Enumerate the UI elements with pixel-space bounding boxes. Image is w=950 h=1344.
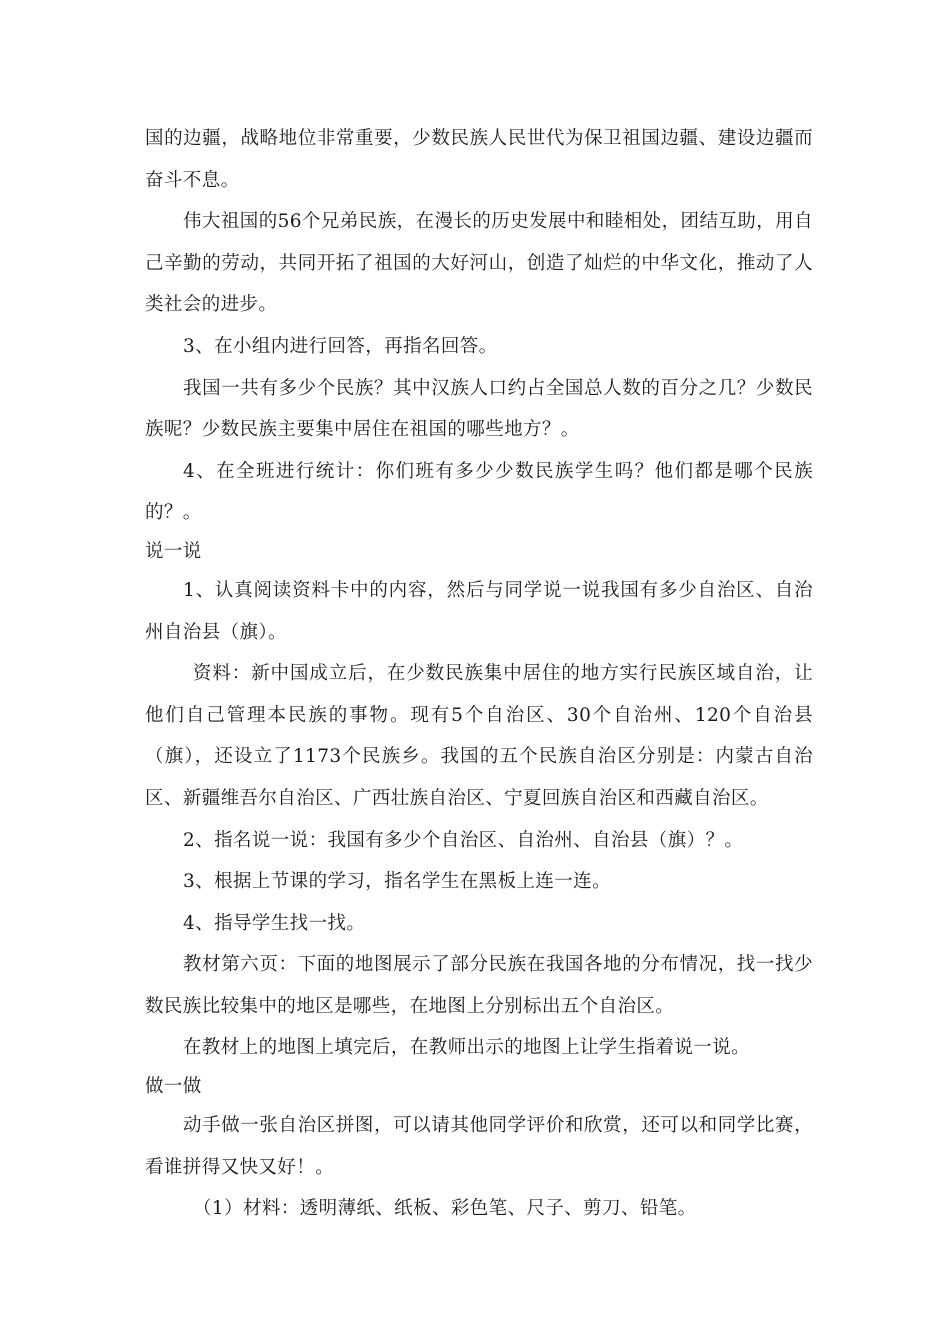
paragraph-puzzle-activity: 动手做一张自治区拼图，可以请其他同学评价和欣赏，还可以和同学比赛，看谁拼得又快又好！。 [145, 1115, 813, 1178]
paragraph-textbook-page-6: 教材第六页：下面的地图展示了部分民族在我国各地的分布情况，找一找少数民族比较集中的地区是哪些，在地图上分别标出五个自治区。 [145, 954, 813, 1017]
paragraph-step-3-connect: 3、根据上节课的学习，指名学生在黑板上连一连。 [183, 871, 611, 893]
paragraph-material-card: 资料：新中国成立后，在少数民族集中居住的地方实行民族区域自治，让他们自己管理本民族的事物。现有5个自治区、30个自治州、120个自治县（旗），还设立了1173个民族乡。我国的五个民族自治区分别是：内蒙古自治区、新疆维吾尔自治区、广西壮族自治区、宁夏回族自治区和西藏自治区。 [145, 663, 813, 809]
paragraph-border-region: 国的边疆，战略地位非常重要，少数民族人民世代为保卫祖国边疆、建设边疆而奋斗不息。 [145, 128, 813, 191]
paragraph-questions: 我国一共有多少个民族？其中汉族人口约占全国总人数的百分之几？少数民族呢？少数民族主要集中居住在祖国的哪些地方？。 [145, 377, 813, 441]
paragraph-materials-list: （1）材料：透明薄纸、纸板、彩色笔、尺子、剪刀、铅笔。 [193, 1198, 697, 1220]
paragraph-step-1-read-card: 1、认真阅读资料卡中的内容，然后与同学说一说我国有多少自治区、自治州自治县（旗）。 [145, 579, 813, 643]
paragraph-step-3-group-answer: 3、在小组内进行回答，再指名回答。 [183, 335, 498, 357]
paragraph-step-4-statistics: 4、在全班进行统计：你们班有多少少数民族学生吗？他们都是哪个民族的？。 [145, 460, 813, 524]
document-page [145, 118, 813, 1230]
paragraph-56-ethnic-groups: 伟大祖国的56个兄弟民族，在漫长的历史发展中和睦相处，团结互助，用自己辛勤的劳动，共同开拓了祖国的大好河山，创造了灿烂的中华文化，推动了人类社会的进步。 [145, 211, 813, 316]
paragraph-map-pointing: 在教材上的地图上填完后，在教师出示的地图上让学生指着说一说。 [183, 1037, 751, 1059]
section-heading-do: 做一做 [145, 1076, 202, 1098]
paragraph-step-4-find: 4、指导学生找一找。 [183, 912, 366, 934]
section-heading-say: 说一说 [145, 540, 202, 562]
paragraph-step-2-name-say: 2、指名说一说：我国有多少个自治区、自治州、自治县（旗）？。 [183, 829, 744, 851]
